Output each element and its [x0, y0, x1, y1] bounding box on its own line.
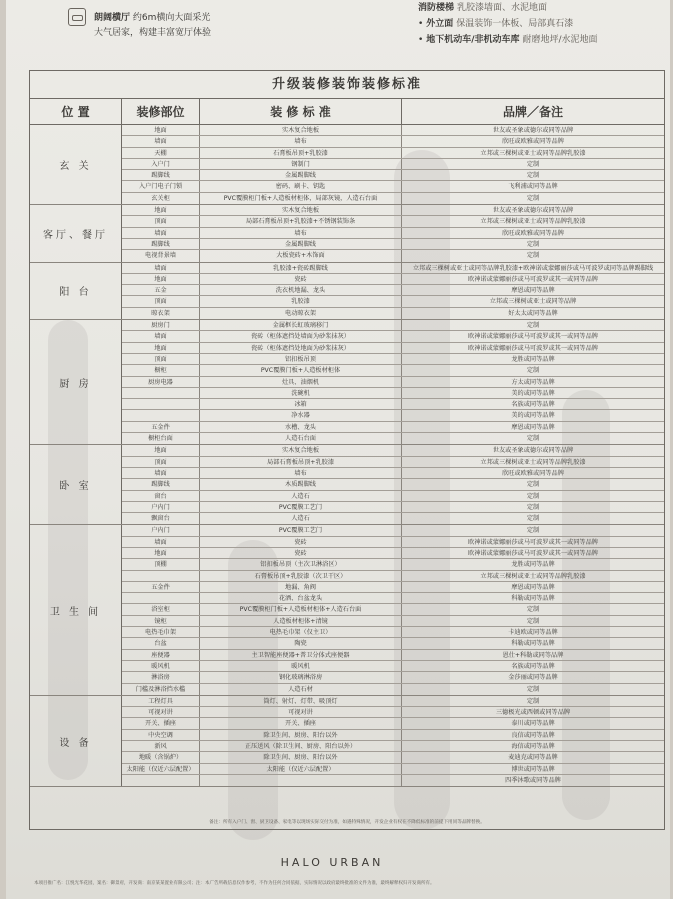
cell-brand: 定制 — [526, 172, 540, 180]
cell-brand: 定制 — [526, 697, 540, 705]
table-row — [122, 604, 664, 615]
sofa-icon — [68, 8, 86, 26]
table-row — [122, 752, 664, 763]
cell-brand: 定制 — [526, 492, 540, 500]
cell-brand: 名族或同等品牌 — [511, 401, 555, 409]
cell-brand: 摩恩或同等品牌 — [511, 583, 555, 591]
table-row — [122, 263, 664, 274]
table-row — [122, 638, 664, 649]
cell-brand: 定制 — [526, 435, 540, 443]
cell-part: 橱柜台面 — [122, 433, 200, 444]
table-row — [122, 388, 664, 399]
cell-brand: 欧神诺或蒙娜丽莎或马可波罗或其一或同等品牌 — [468, 549, 598, 557]
cell-standard: 大板瓷砖+木饰面 — [200, 250, 402, 261]
cell-part: 淋浴房 — [122, 672, 200, 682]
cell-standard: 瓷砖（柜体遮挡处地面为砂浆抹灰） — [200, 343, 402, 353]
cell-standard: 实木复合地板 — [200, 445, 402, 455]
cell-part: 新风 — [122, 741, 200, 751]
group-location: 厨 房 — [30, 320, 122, 444]
cell-part: 墙面 — [122, 468, 200, 478]
cell-brand: 世友或圣象或德尔或同等品牌 — [492, 127, 574, 134]
cell-brand: 卡迪欧或同等品牌 — [508, 629, 558, 637]
cell-standard: 木质踢脚线 — [200, 479, 402, 489]
cell-standard: 人造石 — [200, 513, 402, 524]
cell-standard — [200, 775, 402, 786]
table-row — [122, 205, 664, 216]
cell-brand: 世友或圣象或德尔或同等品牌 — [492, 447, 574, 455]
cell-part: 墙面 — [122, 136, 200, 146]
cell-brand: 欣旺或欧雅或同等品牌 — [502, 469, 564, 477]
cell-part: 墙面 — [122, 263, 200, 273]
table-row — [122, 285, 664, 296]
note-line: • 地下机动车/非机动车库 耐磨地坪/水泥地面 — [418, 35, 598, 45]
cell-part: 开关、插座 — [122, 718, 200, 728]
table-group — [30, 445, 664, 525]
cell-brand: 立邦或三棵树或亚士或同等品牌乳胶漆 — [480, 458, 586, 466]
cell-standard: 密码、刷卡、钥匙 — [200, 181, 402, 191]
cell-standard: 金属框长虹玻璃移门 — [200, 320, 402, 330]
table-row — [122, 274, 664, 285]
cell-brand: 欧神诺或蒙娜丽莎或马可波罗或其一或同等品牌 — [468, 344, 598, 352]
cell-brand: 科勒或同等品牌 — [511, 595, 555, 603]
cell-standard: 开关、插座 — [200, 718, 402, 728]
table-row — [122, 181, 664, 192]
cell-standard: 铝扣板吊顶（主次卫淋浴区） — [200, 559, 402, 569]
cell-standard: 人造板材柜体+清镜 — [200, 616, 402, 626]
cell-brand: 美的或同等品牌 — [511, 412, 555, 420]
cell-part: 地面 — [122, 343, 200, 353]
cell-standard: PVC覆膜工艺门 — [200, 525, 402, 535]
cell-part: 顶面 — [122, 354, 200, 364]
table-row — [122, 228, 664, 239]
cell-standard: 净水器 — [200, 410, 402, 420]
cell-brand: 立邦或三棵树或亚士或同等品牌 — [489, 298, 577, 306]
cell-standard: 瓷砖 — [200, 548, 402, 558]
cell-standard: 瓷砖 — [200, 274, 402, 284]
cell-brand: 定制 — [526, 527, 540, 535]
cell-brand: 定制 — [526, 160, 540, 168]
table-row — [122, 331, 664, 342]
cell-part: 地面 — [122, 205, 200, 215]
table-row — [122, 365, 664, 376]
cell-part: 厨房门 — [122, 320, 200, 330]
brand-logo: HALO URBAN — [280, 856, 384, 869]
table-row — [122, 491, 664, 502]
cell-part: 厨房电器 — [122, 377, 200, 387]
table-group — [30, 696, 664, 787]
cell-part: 飘窗台 — [122, 513, 200, 524]
cell-standard: 暖风机 — [200, 661, 402, 671]
cell-brand: 麦迪克或同等品牌 — [508, 754, 558, 762]
cell-part: 顶棚 — [122, 559, 200, 569]
cell-standard: 金属踢脚线 — [200, 170, 402, 180]
cell-part: 电热毛巾架 — [122, 627, 200, 637]
cell-part: 入户门 — [122, 159, 200, 169]
cell-brand: 博世或同等品牌 — [511, 765, 555, 773]
cell-brand: 定制 — [526, 515, 540, 523]
cell-standard: 地漏、角阀 — [200, 582, 402, 592]
cell-part: 座便器 — [122, 650, 200, 660]
decoration-standard-table — [29, 70, 665, 830]
table-row — [122, 730, 664, 741]
cell-standard: 主卫智能座便器+普卫分体式座便器 — [200, 650, 402, 660]
cell-standard: 电热毛巾架（仅主卫） — [200, 627, 402, 637]
cell-standard: 乳胶漆+瓷砖踢脚线 — [200, 263, 402, 273]
table-row — [122, 410, 664, 421]
cell-brand: 海信或同等品牌 — [511, 743, 555, 751]
cell-part: 墙面 — [122, 228, 200, 238]
cell-brand: 定制 — [526, 481, 540, 489]
cell-brand: 定制 — [526, 252, 540, 260]
cell-part: 可视对讲 — [122, 707, 200, 717]
cell-standard: PVC覆膜门板+人造板材柜体 — [200, 365, 402, 375]
cell-standard: 人造石台面 — [200, 433, 402, 444]
cell-brand: 良信或同等品牌 — [511, 731, 555, 739]
cell-part: 地面 — [122, 548, 200, 558]
table-footnote: 备注：所有入户门、窗、厨卫设备、家电等以现场实际交付为准，如遇特殊情况，开发企业有权在不降低标准的前提下用同等品牌替换。 — [209, 820, 485, 825]
table-row — [122, 216, 664, 227]
cell-standard: 瓷砖 — [200, 537, 402, 547]
table-row — [122, 148, 664, 159]
table-row — [122, 616, 664, 627]
feature-title: 朗阔横厅 约6m横向大面采光 — [94, 13, 211, 23]
cell-brand: 定制 — [526, 685, 540, 693]
cell-brand: 四季沐歌或同等品牌 — [505, 776, 561, 784]
cell-standard: 墙布 — [200, 468, 402, 478]
header-location: 位 置 — [30, 99, 122, 124]
table-row — [122, 433, 664, 444]
cell-brand: 欧神诺或蒙娜丽莎或马可波罗或其一或同等品牌 — [468, 538, 598, 546]
cell-part: 晾衣架 — [122, 308, 200, 319]
table-row — [122, 296, 664, 307]
table-row — [122, 422, 664, 433]
cell-part: 墙面 — [122, 537, 200, 547]
cell-standard: 瓷砖（柜体遮挡处墙面为砂浆抹灰） — [200, 331, 402, 341]
table-body — [30, 125, 664, 787]
cell-part: 地面 — [122, 125, 200, 135]
cell-part: 电视背景墙 — [122, 250, 200, 261]
cell-part: 太阳能（仅近六层配置） — [122, 764, 200, 774]
cell-brand: 方太或同等品牌 — [511, 378, 555, 386]
table-row — [122, 136, 664, 147]
cell-part: 暖风机 — [122, 661, 200, 671]
cell-part — [122, 571, 200, 581]
cell-part — [122, 410, 200, 420]
table-row — [122, 377, 664, 388]
table-title: 升级装修装饰装修标准 — [30, 71, 664, 99]
cell-part: 门槛及淋浴挡水槛 — [122, 684, 200, 695]
cell-part: 地暖（含锅炉） — [122, 752, 200, 762]
cell-standard: 电动晾衣架 — [200, 308, 402, 319]
table-row — [122, 672, 664, 683]
table-row — [122, 445, 664, 456]
table-row — [122, 661, 664, 672]
header-part: 装修部位 — [122, 99, 200, 124]
cell-brand: 三德极光或西顿或同等品牌 — [495, 709, 571, 717]
table-row — [122, 239, 664, 250]
cell-part: 浴室柜 — [122, 604, 200, 614]
cell-standard: 太阳能（仅近六层配置） — [200, 764, 402, 774]
table-row — [122, 354, 664, 365]
cell-part: 窗台 — [122, 491, 200, 501]
header-standard: 装 修 标 准 — [200, 99, 402, 124]
cell-part: 踢脚线 — [122, 170, 200, 180]
feature-subtitle: 大气居家，构建丰富宽厅体验 — [94, 28, 212, 38]
cell-standard: 正压送风（除卫生间、厨房、阳台以外） — [200, 741, 402, 751]
cell-part: 五金 — [122, 285, 200, 295]
cell-standard: 人造石材 — [200, 684, 402, 695]
cell-standard: 铝扣板吊顶 — [200, 354, 402, 364]
header-brand: 品牌／备注 — [502, 105, 563, 119]
cell-standard: 石膏板吊顶+乳胶漆（次卫干区） — [200, 571, 402, 581]
group-location: 阳 台 — [30, 263, 122, 319]
cell-brand: 摩恩或同等品牌 — [511, 423, 555, 431]
table-header — [30, 99, 664, 125]
feature-header — [6, 0, 670, 48]
table-row — [122, 707, 664, 718]
cell-part: 墙面 — [122, 331, 200, 341]
cell-standard: 洗衣机地漏、龙头 — [200, 285, 402, 295]
table-row — [122, 159, 664, 170]
public-area-notes — [418, 0, 598, 48]
cell-standard: 人造石 — [200, 491, 402, 501]
cell-brand: 飞利浦或同等品牌 — [508, 183, 558, 191]
cell-brand: 龙胜或同等品牌 — [511, 561, 555, 569]
cell-standard: 乳胶漆 — [200, 296, 402, 306]
cell-brand: 定制 — [526, 322, 540, 330]
cell-part: 玄关柜 — [122, 193, 200, 204]
cell-part — [122, 388, 200, 398]
cell-part: 台盆 — [122, 638, 200, 648]
cell-part — [122, 775, 200, 786]
cell-part: 地面 — [122, 445, 200, 455]
cell-part — [122, 593, 200, 603]
cell-standard: 可视对讲 — [200, 707, 402, 717]
cell-standard: 钢化玻璃淋浴房 — [200, 672, 402, 682]
cell-brand: 定制 — [526, 503, 540, 511]
cell-part: 顶面 — [122, 216, 200, 226]
table-row — [122, 548, 664, 559]
table-row — [122, 399, 664, 410]
cell-standard: 金属踢脚线 — [200, 239, 402, 249]
cell-part: 户内门 — [122, 525, 200, 535]
cell-standard: 陶瓷 — [200, 638, 402, 648]
table-row — [122, 479, 664, 490]
table-group — [30, 263, 664, 320]
cell-standard: 灶具、油烟机 — [200, 377, 402, 387]
cell-standard: PVC覆膜柜门板+人造板材柜体+人造石台面 — [200, 604, 402, 614]
group-location: 玄 关 — [30, 125, 122, 204]
cell-brand: 名族或同等品牌 — [511, 662, 555, 670]
table-row — [122, 468, 664, 479]
cell-brand: 欧神诺或蒙娜丽莎或马可波罗或其一或同等品牌 — [468, 275, 598, 283]
table-row — [122, 571, 664, 582]
group-location: 设 备 — [30, 696, 122, 786]
cell-brand: 摩恩或同等品牌 — [511, 287, 555, 295]
table-row — [122, 684, 664, 695]
cell-standard: 局部石膏板吊顶+乳胶漆 — [200, 457, 402, 467]
table-row — [122, 250, 664, 261]
cell-standard: 钢制门 — [200, 159, 402, 169]
table-row — [122, 513, 664, 524]
cell-part: 镜柜 — [122, 616, 200, 626]
cell-brand: 立邦或三棵树或亚士或同等品牌乳胶漆+欧神诺或蒙娜丽莎或马可波罗或同等品牌踢脚线 — [412, 264, 654, 272]
cell-standard: 筒灯、射灯、灯带、吸顶灯 — [200, 696, 402, 706]
cell-part: 五金件 — [122, 582, 200, 592]
table-group — [30, 320, 664, 445]
table-row — [122, 627, 664, 638]
cell-standard: PVC覆膜工艺门 — [200, 502, 402, 512]
table-row — [122, 343, 664, 354]
cell-brand: 世友或圣象或德尔或同等品牌 — [492, 207, 574, 215]
table-row — [122, 741, 664, 752]
cell-brand: 美的或同等品牌 — [511, 389, 555, 397]
note-line: 消防楼梯 乳胶漆墙面、水泥地面 — [418, 3, 548, 13]
cell-standard: PVC覆膜柜门板+人造板材柜体，局部灰镜，人造石台面 — [200, 193, 402, 204]
table-row — [122, 125, 664, 136]
cell-standard: 墙布 — [200, 136, 402, 146]
table-row — [122, 764, 664, 775]
cell-standard: 除卫生间、厨房、阳台以外 — [200, 752, 402, 762]
cell-brand: 立邦或三棵树或亚士或同等品牌乳胶漆 — [480, 218, 586, 226]
cell-standard: 实木复合地板 — [200, 205, 402, 215]
cell-standard: 水槽、龙头 — [200, 422, 402, 432]
cell-brand: 欣旺或欧雅或同等品牌 — [502, 138, 564, 146]
table-row — [122, 559, 664, 570]
cell-part: 顶面 — [122, 296, 200, 306]
table-row — [122, 593, 664, 604]
cell-part: 踢脚线 — [122, 239, 200, 249]
cell-brand: 金莎丽或同等品牌 — [508, 674, 558, 682]
cell-brand: 龙胜或同等品牌 — [511, 355, 555, 363]
cell-part: 工程灯具 — [122, 696, 200, 706]
cell-part: 踢脚线 — [122, 479, 200, 489]
cell-standard: 花洒、台盆龙头 — [200, 593, 402, 603]
note-line: • 外立面 保温装饰一体板、局部真石漆 — [418, 19, 574, 29]
cell-brand: 泰川或同等品牌 — [511, 720, 555, 728]
table-row — [122, 502, 664, 513]
table-row — [122, 650, 664, 661]
cell-brand: 定制 — [526, 617, 540, 625]
table-row — [122, 582, 664, 593]
cell-standard: 石膏板吊顶+乳胶漆 — [200, 148, 402, 158]
cell-part: 入户门电子门锁 — [122, 181, 200, 191]
table-group — [30, 205, 664, 262]
cell-brand: 定制 — [526, 240, 540, 248]
cell-brand: 恩仕+科勒或同等品牌 — [502, 651, 564, 659]
table-row — [122, 696, 664, 707]
cell-brand: 立邦或三棵树或亚士或同等品牌乳胶漆 — [480, 572, 586, 580]
table-row — [122, 193, 664, 204]
cell-standard: 洗碗机 — [200, 388, 402, 398]
cell-part: 天棚 — [122, 148, 200, 158]
cell-brand: 欣旺或欧雅或同等品牌 — [502, 229, 564, 237]
group-location: 卧 室 — [30, 445, 122, 524]
table-group — [30, 125, 664, 205]
cell-part: 橱柜 — [122, 365, 200, 375]
table-row — [122, 170, 664, 181]
cell-brand: 立邦或三棵树或亚士或同等品牌乳胶漆 — [480, 149, 586, 157]
cell-standard: 墙布 — [200, 228, 402, 238]
group-location: 客厅、餐厅 — [30, 205, 122, 261]
cell-brand: 好太太或同等品牌 — [508, 309, 558, 317]
cell-standard: 冰箱 — [200, 399, 402, 409]
cell-standard: 局部石膏板吊顶+乳胶漆+不锈钢装饰条 — [200, 216, 402, 226]
table-row — [122, 308, 664, 319]
cell-part: 顶面 — [122, 457, 200, 467]
cell-brand: 定制 — [526, 367, 540, 375]
cell-standard: 除卫生间、厨房、阳台以外 — [200, 730, 402, 740]
table-row — [122, 525, 664, 536]
table-row — [122, 457, 664, 468]
cell-brand: 科勒或同等品牌 — [511, 640, 555, 648]
table-row — [122, 775, 664, 786]
legal-disclaimer: 本项目推广名：江悦光华花园，案名：御景府，开发商：南京某某置业有限公司；注：本广告所载信息仅作参考，不作为任何合同依据，实际情况以政府最终批准的文件为准，最终解释权归开发商所有。 — [34, 881, 435, 886]
cell-part: 五金件 — [122, 422, 200, 432]
cell-part: 中央空调 — [122, 730, 200, 740]
table-row — [122, 718, 664, 729]
cell-part: 地面 — [122, 274, 200, 284]
cell-standard: 实木复合地板 — [200, 125, 402, 135]
table-row — [122, 320, 664, 331]
cell-brand: 定制 — [526, 606, 540, 614]
group-location: 卫 生 间 — [30, 525, 122, 694]
cell-brand: 欧神诺或蒙娜丽莎或马可波罗或其一或同等品牌 — [468, 333, 598, 341]
table-row — [122, 537, 664, 548]
cell-brand: 定制 — [526, 194, 540, 202]
table-group — [30, 525, 664, 695]
cell-part — [122, 399, 200, 409]
cell-part: 户内门 — [122, 502, 200, 512]
